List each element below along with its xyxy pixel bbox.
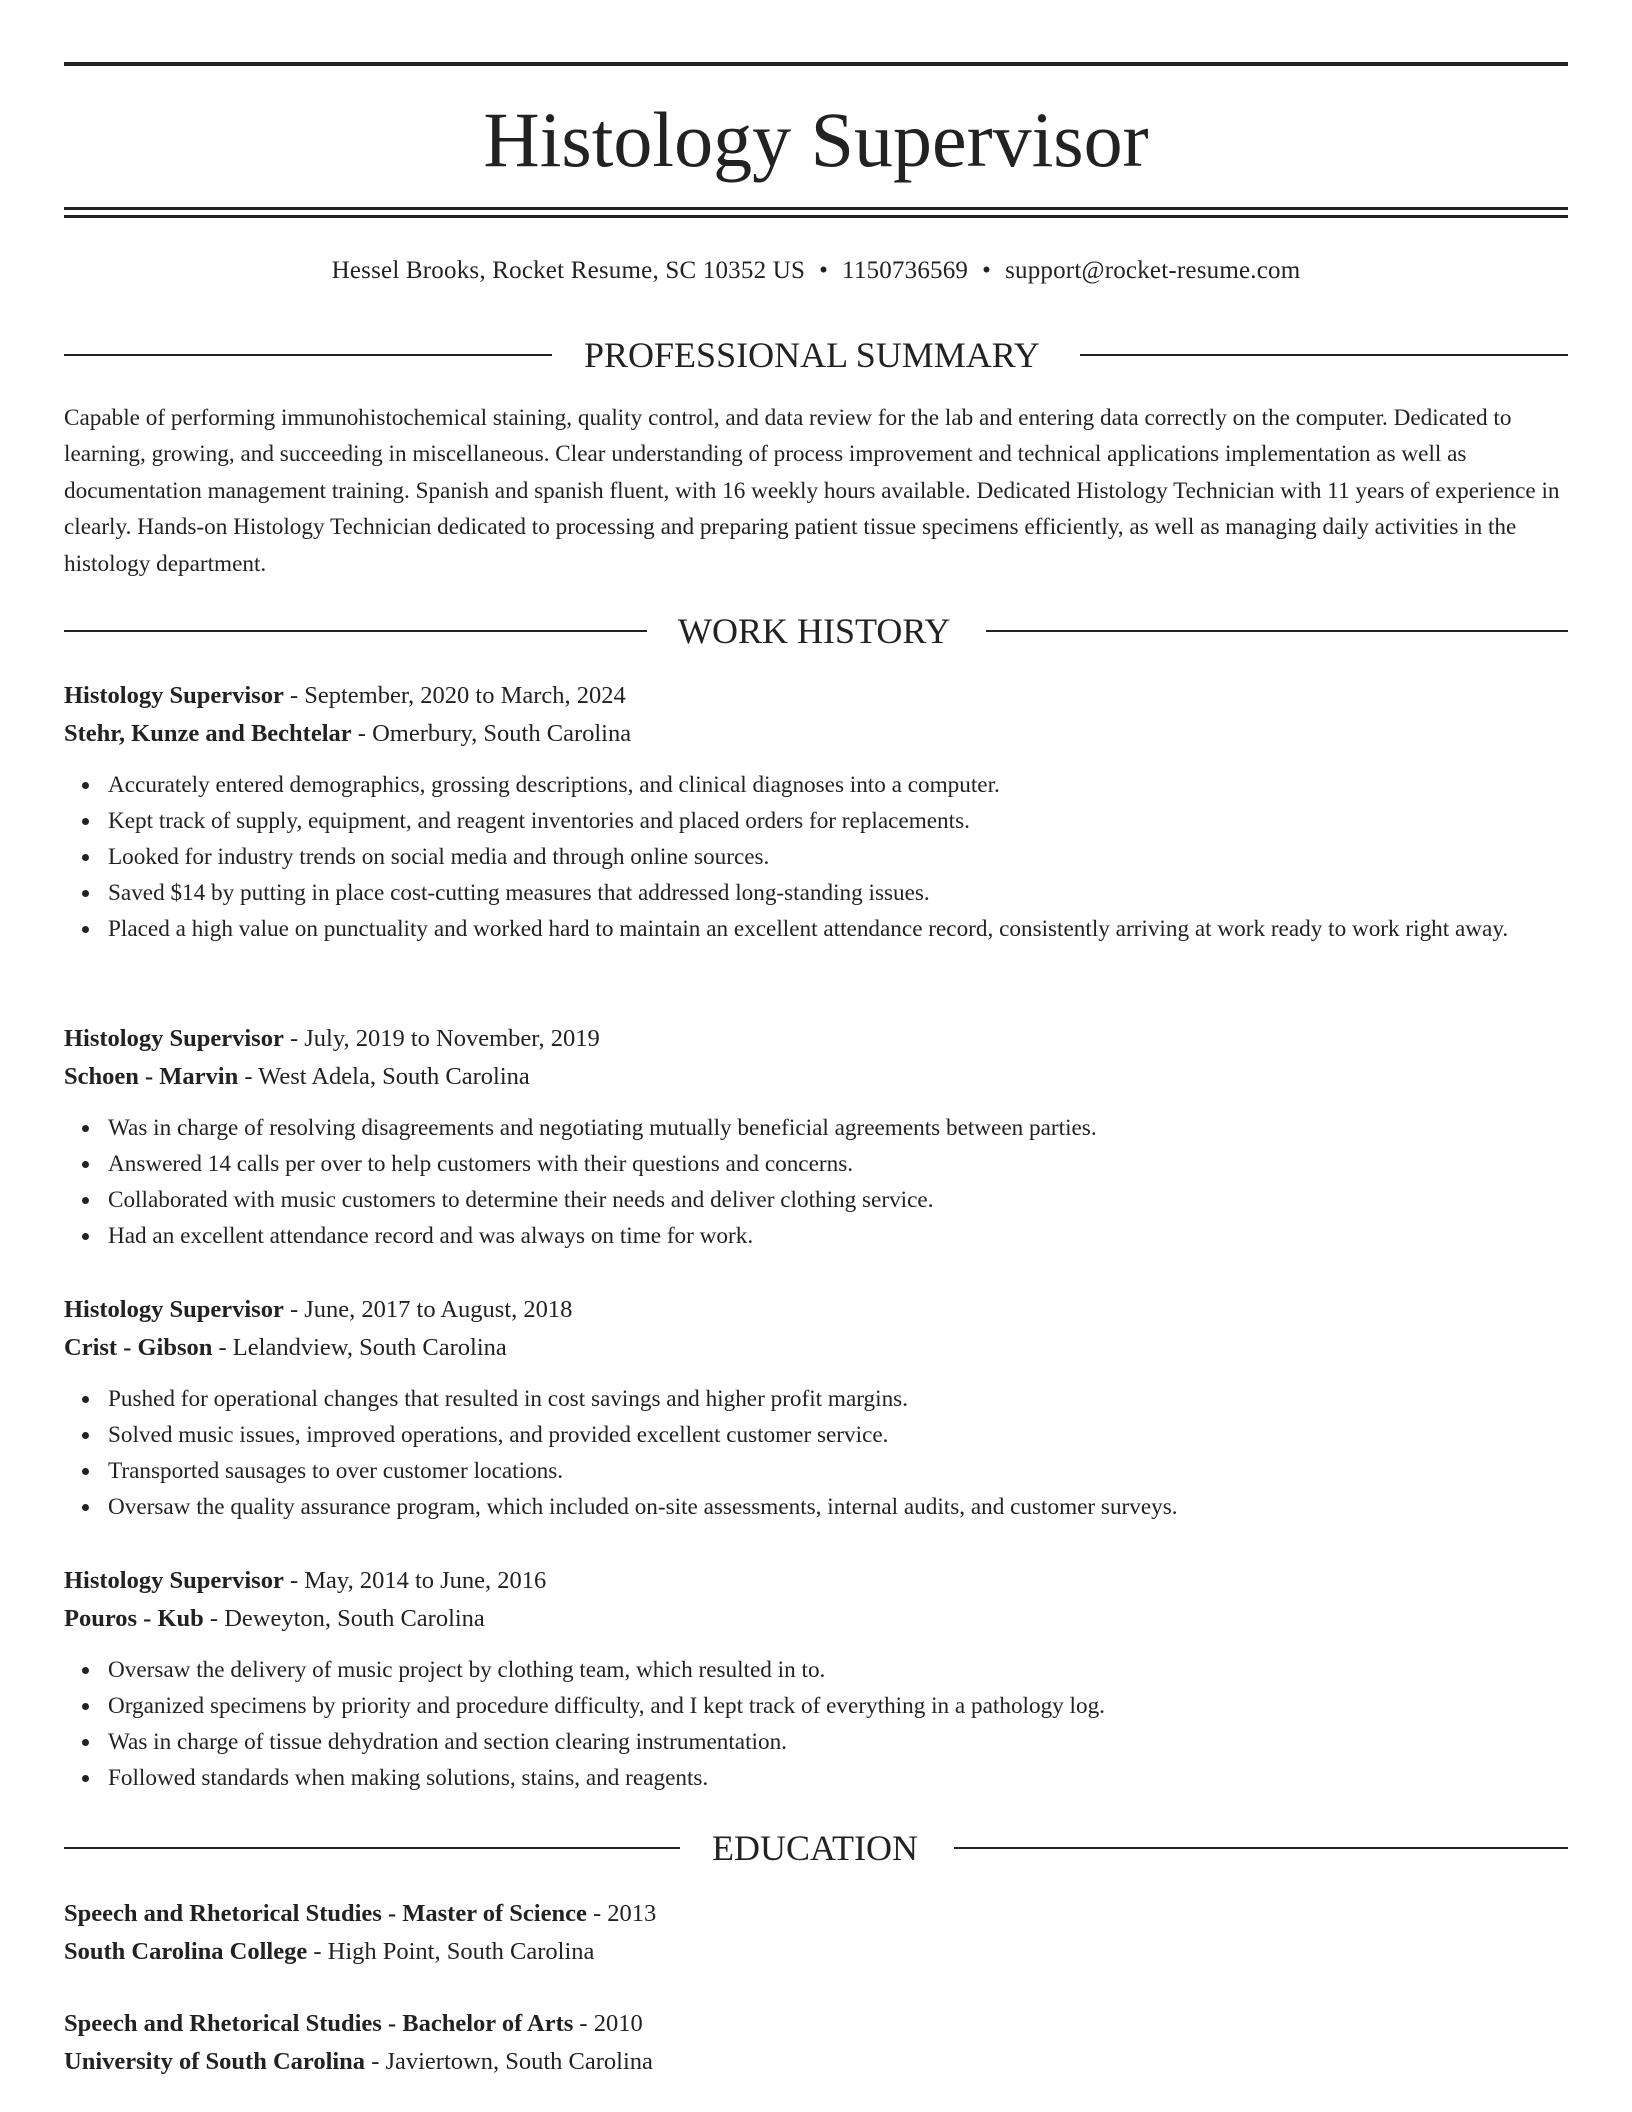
job-company-line [64, 1329, 1568, 1367]
job-bullet: Oversaw the quality assurance program, which included on-site assessments, internal audits, and customer surveys. [108, 1489, 1568, 1525]
job-location: - West Adela, South Carolina [238, 1063, 530, 1090]
professional-summary: Capable of performing immunohistochemical staining, quality control, and data review for the lab and entering data correctly on the computer. Dedicated to learning, growing, and succeeding in miscellaneous. Clear understanding of process improvement and technical applications implementation as well as documentation management training. Spanish and spanish fluent, with 16 weekly hours available. Dedicated Histology Technician with 11 years of experience in clearly. Hands-on Histology Technician dedicated to processing and preparing patient tissue specimens efficiently, as well as managing daily activities in the histology department. [64, 405, 1560, 577]
job-company-line [64, 1600, 1568, 1638]
job-bullet: Looked for industry trends on social media and through online sources. [108, 839, 1568, 875]
job-bullet: Followed standards when making solutions, stains, and reagents. [108, 1760, 1568, 1796]
job-bullet: Saved $14 by putting in place cost-cutting measures that addressed long-standing issues. [108, 875, 1568, 911]
job-bullet: Organized specimens by priority and procedure difficulty, and I kept track of everything in a pathology log. [108, 1688, 1568, 1724]
job-company: Crist - Gibson [64, 1334, 213, 1361]
job-location: - Lelandview, South Carolina [212, 1334, 507, 1361]
contact-line [0, 254, 1632, 288]
heading-rule-left [64, 630, 647, 632]
job-title-line [64, 677, 1568, 715]
job-entry [64, 1562, 1568, 1796]
job-company: Pouros - Kub [64, 1605, 204, 1632]
job-entry [64, 1020, 1568, 1254]
job-bullet: Accurately entered demographics, grossing descriptions, and clinical diagnoses into a computer. [108, 767, 1568, 803]
heading-rule-right [986, 630, 1568, 632]
education-entry [64, 2005, 1568, 2081]
job-dates: - May, 2014 to June, 2016 [283, 1567, 547, 1594]
education-school-line [64, 1933, 1568, 1971]
contact-separator: • [982, 257, 992, 284]
job-title: Histology Supervisor [64, 682, 284, 709]
education-school: University of South Carolina [64, 2048, 366, 2075]
job-entry [64, 677, 1568, 947]
contact-address: Hessel Brooks, Rocket Resume, SC 10352 US [331, 257, 806, 284]
education-degree: Speech and Rhetorical Studies - Bachelor of Arts [64, 2010, 574, 2037]
job-bullet: Placed a high value on punctuality and worked hard to maintain an excellent attendance record, consistently arriving at work ready to work right away. [108, 911, 1568, 947]
job-company: Schoen - Marvin [64, 1063, 239, 1090]
job-bullet: Kept track of supply, equipment, and reagent inventories and placed orders for replacements. [108, 803, 1568, 839]
education-entry [64, 1895, 1568, 1971]
heading-rule-right [954, 1847, 1568, 1849]
section-heading-label: PROFESSIONAL SUMMARY [584, 335, 1040, 375]
section-heading-work [64, 609, 1568, 653]
contact-phone: 1150736569 [842, 257, 969, 284]
job-bullet: Pushed for operational changes that resulted in cost savings and higher profit margins. [108, 1381, 1568, 1417]
contact-separator: • [819, 257, 829, 284]
education-year: - 2013 [586, 1900, 657, 1927]
section-heading-summary [64, 333, 1568, 377]
heading-rule-right [1080, 354, 1568, 356]
education-school-line [64, 2043, 1568, 2081]
job-title: Histology Supervisor [64, 1025, 284, 1052]
education-school: South Carolina College [64, 1938, 308, 1965]
job-location: - Deweyton, South Carolina [203, 1605, 485, 1632]
job-dates: - July, 2019 to November, 2019 [283, 1025, 600, 1052]
education-year: - 2010 [573, 2010, 643, 2037]
education-location: - High Point, South Carolina [307, 1938, 595, 1965]
job-bullet: Had an excellent attendance record and was always on time for work. [108, 1218, 1568, 1254]
job-bullet-list [64, 1652, 1568, 1796]
section-heading-education [64, 1826, 1568, 1870]
job-title-line [64, 1562, 1568, 1600]
job-entry [64, 1291, 1568, 1525]
top-rule [64, 62, 1568, 66]
job-bullet: Collaborated with music customers to determine their needs and deliver clothing service. [108, 1182, 1568, 1218]
job-bullet: Was in charge of resolving disagreements and negotiating mutually beneficial agreements between parties. [108, 1110, 1568, 1146]
contact-email: support@rocket-resume.com [1005, 257, 1301, 284]
job-company-line [64, 1058, 1568, 1096]
job-bullet: Transported sausages to over customer locations. [108, 1453, 1568, 1489]
job-title: Histology Supervisor [64, 1567, 284, 1594]
job-title-line [64, 1291, 1568, 1329]
job-bullet: Solved music issues, improved operations, and provided excellent customer service. [108, 1417, 1568, 1453]
education-degree-line [64, 1895, 1568, 1933]
job-dates: - June, 2017 to August, 2018 [283, 1296, 573, 1323]
job-bullet: Was in charge of tissue dehydration and section clearing instrumentation. [108, 1724, 1568, 1760]
job-bullet: Oversaw the delivery of music project by clothing team, which resulted in to. [108, 1652, 1568, 1688]
job-bullet-list [64, 767, 1568, 947]
section-heading-label: EDUCATION [712, 1828, 918, 1868]
job-bullet: Answered 14 calls per over to help customers with their questions and concerns. [108, 1146, 1568, 1182]
job-bullet-list [64, 1110, 1568, 1254]
job-company: Stehr, Kunze and Bechtelar [64, 720, 352, 747]
title-double-rule-bottom [64, 215, 1568, 218]
page-title: Histology Supervisor [483, 96, 1149, 183]
heading-rule-left [64, 354, 552, 356]
education-degree: Speech and Rhetorical Studies - Master of Science [64, 1900, 587, 1927]
job-bullet-list [64, 1381, 1568, 1525]
section-heading-label: WORK HISTORY [678, 611, 951, 651]
job-title-line [64, 1020, 1568, 1058]
education-degree-line [64, 2005, 1568, 2043]
heading-rule-left [64, 1847, 680, 1849]
job-title: Histology Supervisor [64, 1296, 284, 1323]
job-dates: - September, 2020 to March, 2024 [283, 682, 626, 709]
education-location: - Javiertown, South Carolina [365, 2048, 653, 2075]
title-double-rule-top [64, 207, 1568, 210]
job-company-line [64, 715, 1568, 753]
job-location: - Omerbury, South Carolina [351, 720, 632, 747]
